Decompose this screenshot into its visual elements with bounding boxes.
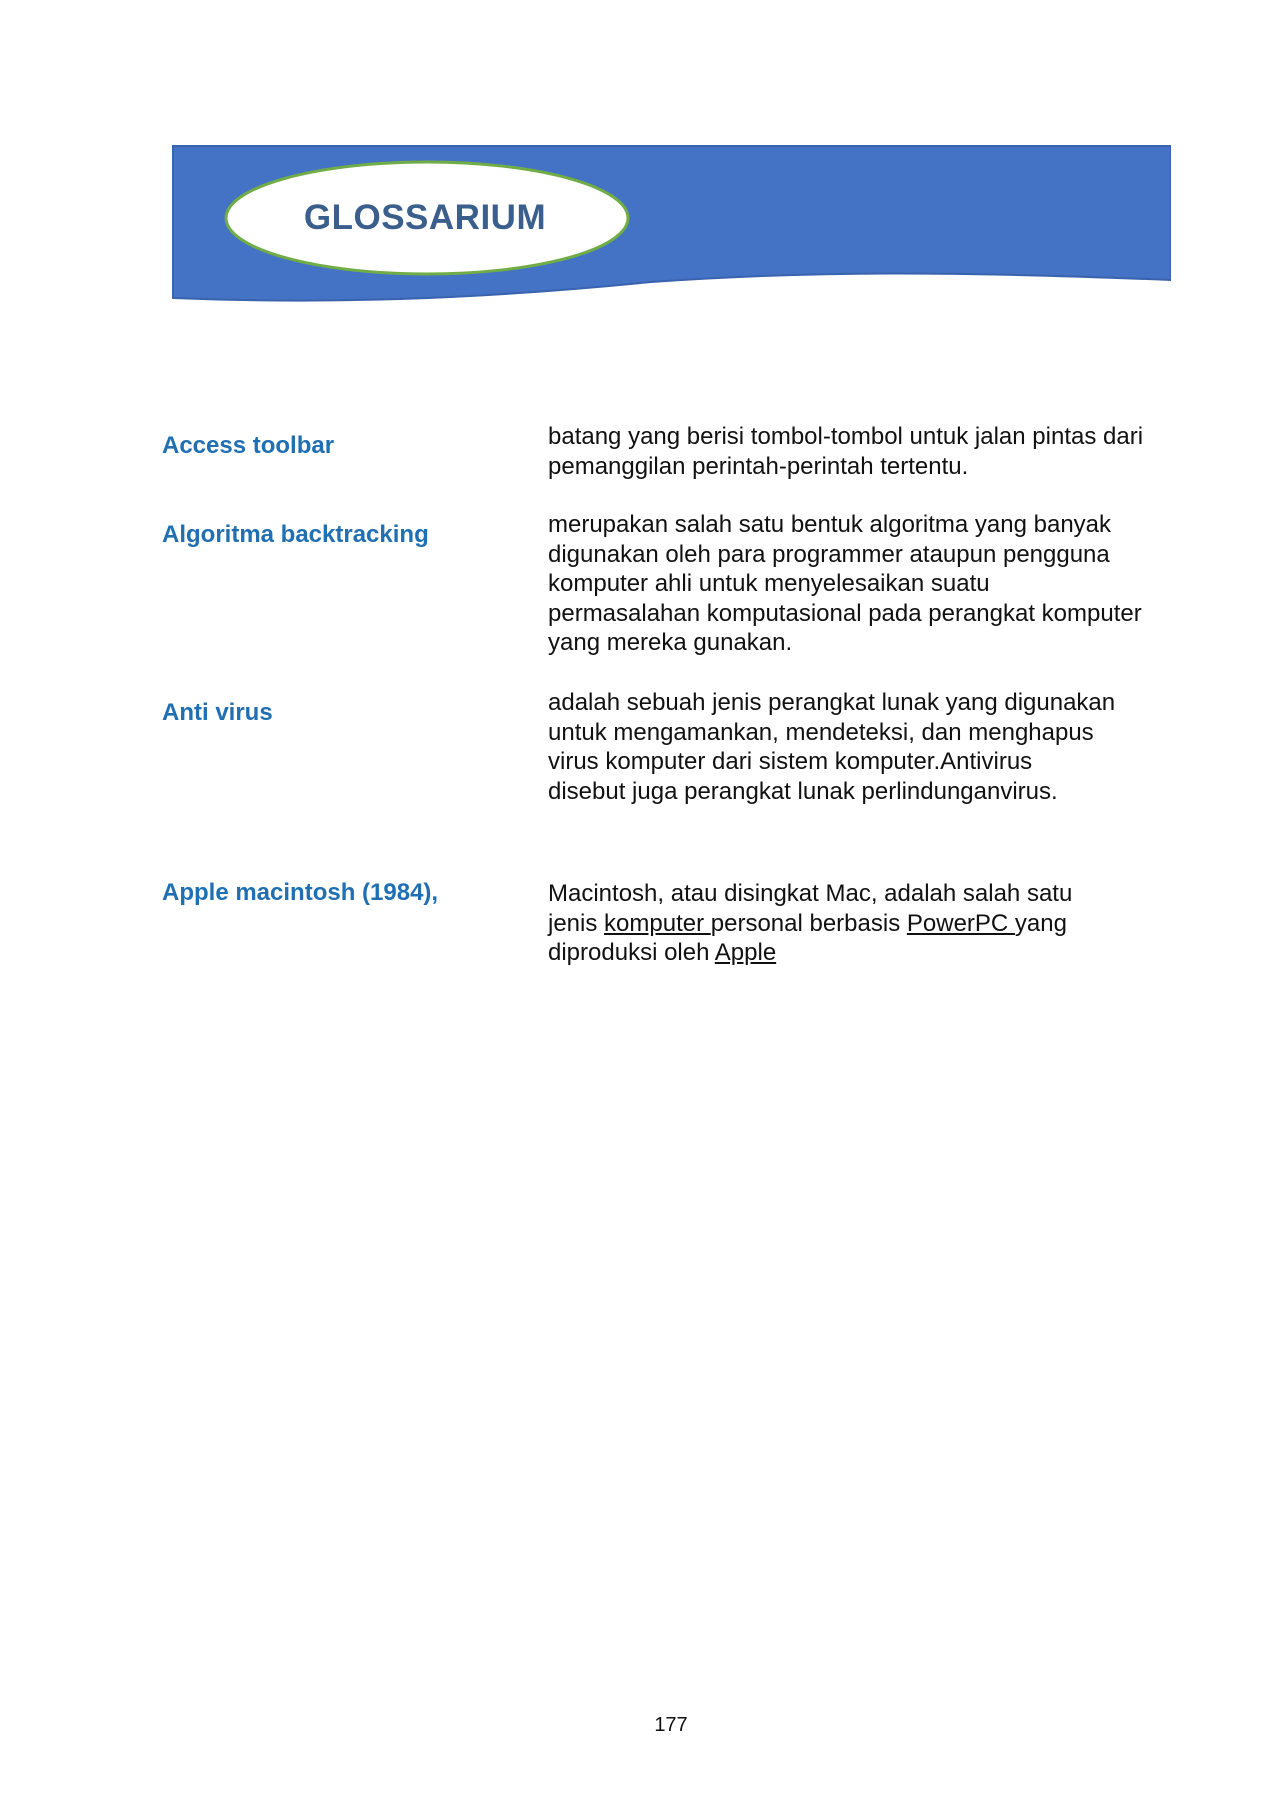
page-title: GLOSSARIUM [303,198,547,237]
link-komputer[interactable]: komputer [604,909,711,937]
definition-line: disebut juga perangkat lunak perlindunganvirus. [548,777,1058,805]
definition-line [548,938,1198,968]
definition-line: komputer ahli untuk menyelesaikan suatu [548,570,990,597]
glossary-definition [548,688,1198,806]
definition-line: merupakan salah satu bentuk algoritma yang banyak [548,511,1112,538]
definition-line: Macintosh, atau disingkat Mac, adalah salah satu [548,880,1073,907]
definition-text: personal berbasis [710,909,907,937]
definition-line: virus komputer dari sistem komputer.Antivirus [548,748,1033,775]
glossary-term: Access toolbar [162,432,335,459]
link-apple[interactable]: Apple [714,939,777,966]
definition-line: batang yang berisi tombol-tombol untuk jalan pintas dari [548,423,1144,450]
glossary-definition [548,879,1198,968]
glossary-term: Apple macintosh (1984), [162,879,439,906]
definition-line: yang mereka gunakan. [548,629,793,656]
definition-line: untuk mengamankan, mendeteksi, dan menghapus [548,718,1094,746]
link-powerpc[interactable]: PowerPC [906,909,1015,937]
definition-text: jenis [548,909,605,937]
definition-line: pemanggilan perintah-perintah tertentu. [548,452,969,480]
glossary-term: Algoritma backtracking [162,521,429,548]
page-number: 177 [654,1714,688,1736]
definition-line: permasalahan komputasional pada perangkat komputer [548,599,1142,627]
glossary-term: Anti virus [162,699,273,726]
definition-line [548,909,1198,939]
glossary-definition [548,422,1198,481]
definition-line: digunakan oleh para programmer ataupun pengguna [548,540,1110,568]
definition-text: diproduksi oleh [548,939,715,966]
definition-line: adalah sebuah jenis perangkat lunak yang digunakan [548,689,1116,716]
glossary-definition [548,510,1198,658]
definition-text: yang [1014,909,1067,937]
